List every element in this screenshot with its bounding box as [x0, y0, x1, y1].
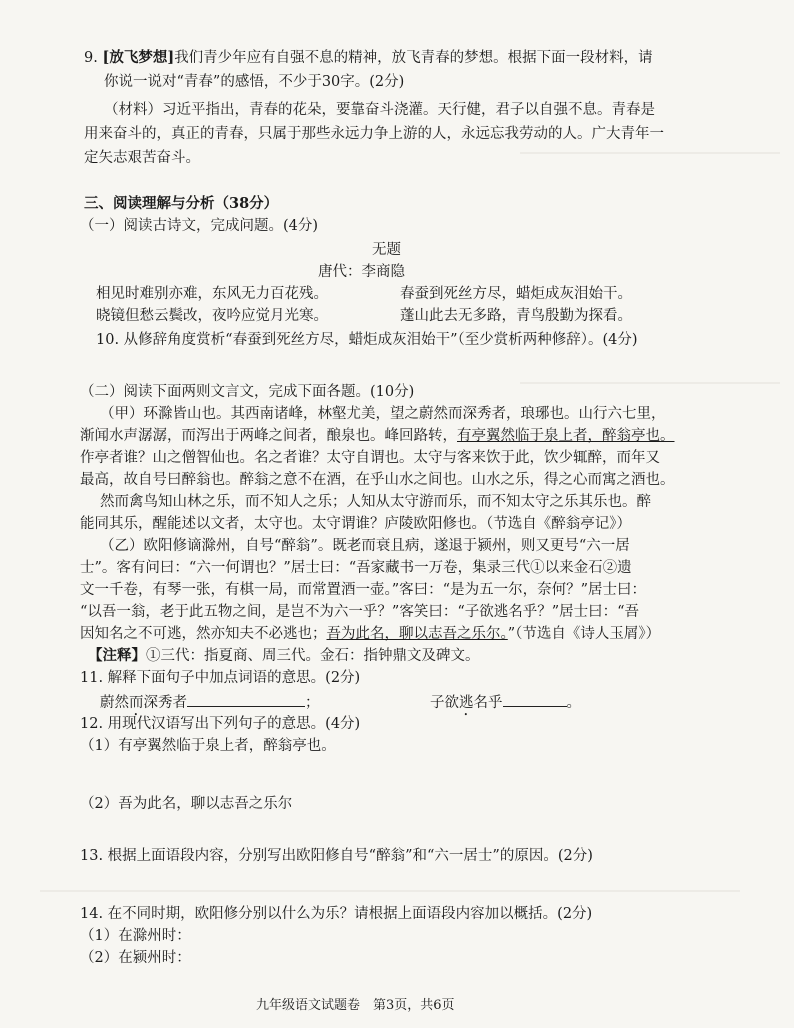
poem-line: 相见时难别亦难，东风无力百花残。 — [96, 286, 328, 302]
q12-item-2: （2）吾为此名，聊以志吾之乐尔 — [80, 796, 293, 812]
q9-line2: 你说一说对“青春”的感悟，不少于30字。(2分) — [104, 74, 405, 90]
annotation-text: ①三代：指夏商、周三代。金石：指钟鼎文及碑文。 — [146, 648, 480, 664]
q12-item-1: （1）有亭翼然临于泉上者，醉翁亭也。 — [80, 738, 336, 754]
bleed-through — [40, 890, 740, 892]
passage-jia-line: 最高，故自号曰醉翁也。醉翁之意不在酒，在乎山水之间也。山水之乐，得之心而寓之酒也。 — [80, 472, 675, 488]
q11: 11. 解释下面句子中加点词语的意思。(2分) — [80, 670, 361, 686]
q11a-text: 蔚然 — [100, 695, 129, 711]
bleed-through — [520, 382, 780, 384]
underlined-sentence: 吾为此名，聊以志吾之乐尔。 — [326, 626, 508, 642]
poem-author: 唐代：李商隐 — [318, 264, 405, 280]
q9-material-line1: （材料）习近平指出，青春的花朵，要靠奋斗浇灌。天行健，君子以自强不息。青春是 — [104, 102, 655, 118]
passage-jia-text: 渐闻水声潺潺，而泻出于两峰之间者，酿泉也。峰回路转， — [80, 428, 457, 444]
q11-item-b — [430, 692, 581, 719]
poem-title: 无题 — [372, 242, 401, 258]
page-footer: 九年级语文试题卷 第3页，共6页 — [256, 998, 455, 1013]
q11a-punct: ； — [305, 695, 320, 711]
passage-yi-text: 因知名之不可逃，然亦知夫不必逃也； — [80, 626, 327, 642]
passage-jia-line: 能同其乐，醒能述以文者，太守也。太守谓谁？庐陵欧阳修也。（节选自《醉翁亭记》） — [80, 516, 631, 532]
q10: 10. 从修辞角度赏析“春蚕到死丝方尽，蜡炬成灰泪始干”（至少赏析两种修辞）。(4分) — [96, 332, 638, 348]
passage-yi-line — [80, 624, 660, 644]
q9-material-line3: 定矢志艰苦奋斗。 — [84, 150, 200, 166]
bleed-through — [520, 152, 780, 154]
part1-heading: （一）阅读古诗文，完成问题。(4分) — [80, 218, 319, 234]
q9-number: 9. — [84, 50, 103, 66]
answer-blank[interactable] — [503, 692, 567, 707]
passage-source: ”（节选自《诗人玉屑》） — [507, 626, 661, 642]
q14-item-1: （1）在滁州时： — [80, 928, 191, 944]
q14-item-2: （2）在颍州时： — [80, 950, 191, 966]
q12: 12. 用现代汉语写出下列句子的意思。(4分) — [80, 716, 361, 732]
passage-yi-line: 文一千卷，有琴一张，有棋一局，而常置酒一壶。”客曰：“是为五一尔，奈何？”居士曰： — [80, 582, 646, 598]
passage-jia-line: 然而禽鸟知山林之乐，而不知人之乐；人知从太守游而乐，而不知太守之乐其乐也。醉 — [100, 494, 651, 510]
passage-yi-line: （乙）欧阳修谪滁州，自号“醉翁”。既老而衰且病，遂退于颍州，则又更号“六一居 — [100, 538, 630, 554]
passage-jia-line — [80, 426, 675, 446]
q9-text: 我们青少年应有自强不息的精神，放飞青春的梦想。根据下面一段材料，请 — [174, 50, 653, 66]
poem-line: 蓬山此去无多路，青鸟殷勤为探看。 — [400, 308, 632, 324]
q11b-text: 子欲 — [430, 695, 459, 711]
dotted-word: 而 — [129, 695, 144, 711]
underlined-sentence: 有亭翼然临于泉上者，醉翁亭也。 — [457, 428, 675, 444]
annotation-label: 【注释】 — [88, 647, 146, 664]
q11b-punct: 。 — [566, 695, 581, 711]
q11a-text: 深秀者 — [143, 695, 187, 711]
passage-jia-line: （甲）环滁皆山也。其西南诸峰，林壑尤美，望之蔚然而深秀者，琅琊也。山行六七里， — [100, 406, 666, 422]
q14: 14. 在不同时期，欧阳修分别以什么为乐？请根据上面语段内容加以概括。(2分) — [80, 906, 593, 922]
passage-jia-line: 作亭者谁？山之僧智仙也。名之者谁？太守自谓也。太守与客来饮于此，饮少辄醉，而年又 — [80, 450, 660, 466]
q13: 13. 根据上面语段内容，分别写出欧阳修自号“醉翁”和“六一居士”的原因。(2分) — [80, 848, 593, 864]
part2-heading: （二）阅读下面两则文言文，完成下面各题。(10分) — [80, 384, 415, 400]
annotation — [88, 646, 480, 666]
q9-tag: [放飞梦想] — [102, 49, 175, 66]
poem-line: 春蚕到死丝方尽，蜡炬成灰泪始干。 — [400, 286, 632, 302]
answer-blank[interactable] — [187, 692, 305, 707]
dotted-word: 逃 — [459, 695, 474, 711]
q11b-text: 名乎 — [473, 695, 503, 711]
poem-line: 晓镜但愁云鬓改，夜吟应觉月光寒。 — [96, 308, 328, 324]
passage-yi-line: “以吾一翁，老于此五物之间，是岂不为六一乎？”客笑曰：“子欲逃名乎？”居士曰：“吾 — [80, 604, 640, 620]
section-heading: 三、阅读理解与分析（38分） — [84, 195, 279, 212]
q9-material-line2: 用来奋斗的，真正的青春，只属于那些永远力争上游的人，永远忘我劳动的人。广大青年一 — [84, 126, 664, 142]
passage-yi-line: 士”。客有问曰：“六一何谓也？”居士曰：“吾家藏书一万卷，集录三代①以来金石②遗 — [80, 560, 632, 576]
q9-line1 — [84, 48, 653, 68]
